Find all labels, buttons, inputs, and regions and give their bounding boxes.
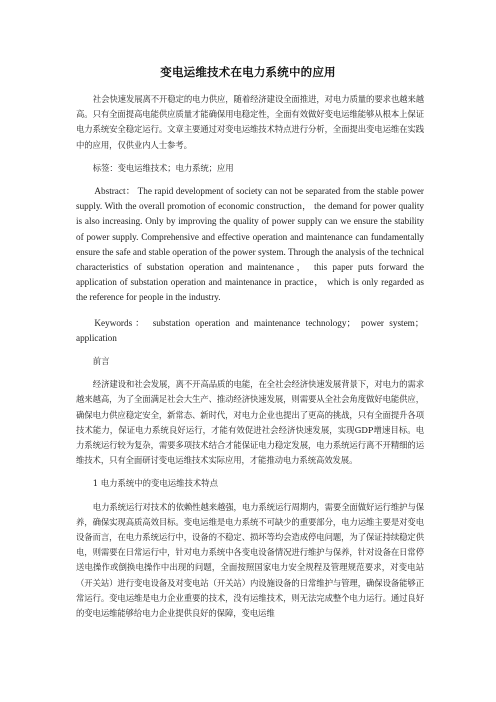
section-1-heading: 1 电力系统中的变电运维技术特点 <box>92 478 219 489</box>
paper-body <box>76 92 424 621</box>
preface-text: 经济建设和社会发展，离不开高品质的电能，在全社会经济快速发展背景下，对电力的需求越来越高，为了全面满足社会大生产、推动经济快速发展，则需要从全社会角度做好电能供应，确保电力供应稳定安全，新常态、新时代，对电力企业也提出了更高的挑战，只有全面提升各项技术能力，保证电力系统良好运行，才能有效促进社会经济快速发展，实现GDP增速目标。电力系统运行较为复杂，需要多项技术结合才能保证电力稳定发展，电力系统运行离不开精细的运维技术，只有全面研讨变电运维技术实际应用，才能推动电力系统高效发展。 <box>76 379 424 466</box>
abstract-english: Abstract： The rapid development of society can not be separated from the stable power supply. With the overall promotion of economic construction， the demand for power quality is also increasing. Only by improving the quality of power supply can we ensure the stability of power supply. Comprehensive and effective operation and maintenance can fundamentally ensure the safe and stable operation of the power system. Through the analysis of the technical characteristics of substation operation and maintenance， this paper puts forward the application of substation operation and maintenance in practice， which is only regarded as the reference for people in the industry. <box>76 186 424 303</box>
keywords-english: Keywords： substation operation and maintenance technology； power system； application <box>76 317 424 343</box>
abstract-chinese: 社会快速发展离不开稳定的电力供应，随着经济建设全面推进，对电力质量的要求也越来越高。只有全面提高电能供应质量才能确保用电稳定性，全面有效做好变电运维能够从根本上保证电力系统安全稳定运行。文章主要通过对变电运维技术特点进行分析，全面提出变电运维在实践中的应用，仅供业内人士参考。 <box>76 94 424 150</box>
section-1-text: 电力系统运行对技术的依赖性越来越强，电力系统运行周期内，需要全面做好运行维护与保养，确保实现高质高效目标。变电运维是电力系统不可缺少的重要部分，电力运维主要是对变电设备而言，在电力系统运行中，设备的不稳定、损坏等均会造成停电问题，为了保证持续稳定供电，则需要在日常运行中，针对电力系统中各变电设备情况进行维护与保养，针对设备在日常停送电操作或倒换电操作中出现的问题，全面按照国家电力安全规程及管理规范要求，对变电站（开关站）进行变电设备及对变电站（开关站）内设施设备的日常维护与管理，确保设备能够正常运行。变电运维是电力企业重要的技术，没有运维技术，则无法完成整个电力运行。通过良好的变电运维能够给电力企业提供良好的保障，变电运维 <box>76 501 424 619</box>
paper-title: 变电运维技术在电力系统中的应用 <box>160 65 336 79</box>
keywords-chinese: 标签：变电运维技术；电力系统；应用 <box>92 162 234 173</box>
preface-heading: 前言 <box>92 356 110 367</box>
